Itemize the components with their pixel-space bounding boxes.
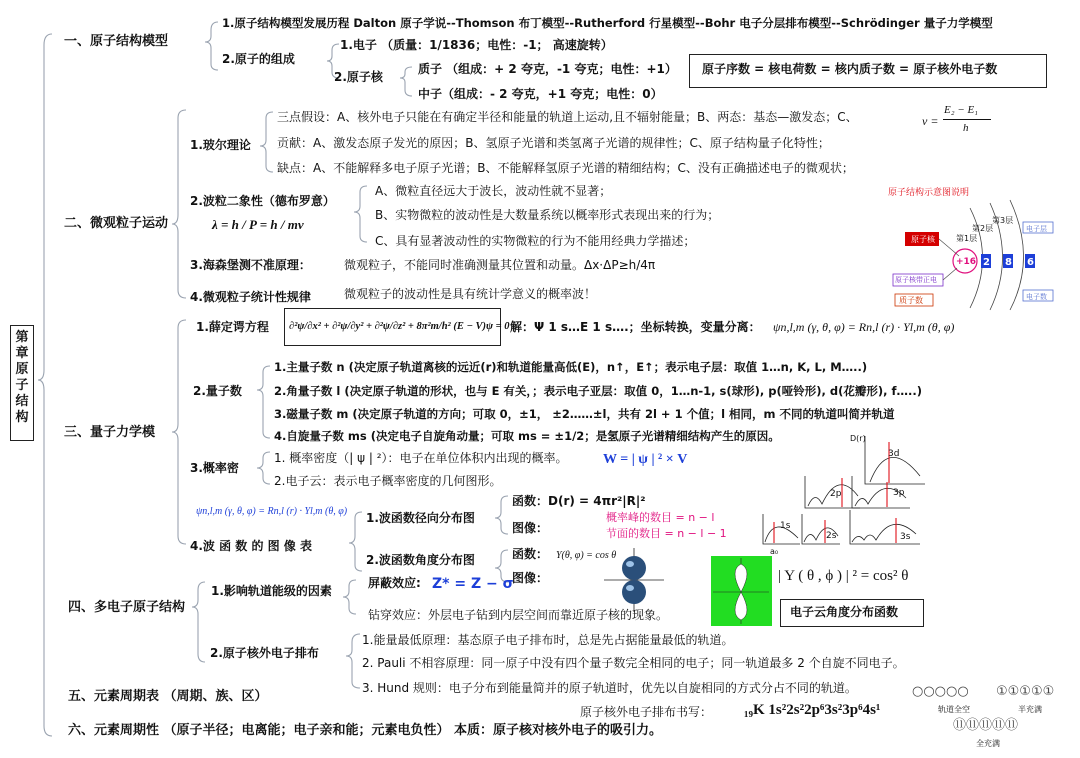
chapter-title-char: 构 bbox=[15, 410, 29, 425]
orbitals-empty: ○○○○○ bbox=[912, 684, 969, 699]
radial-image-label: 图像： bbox=[512, 521, 549, 535]
probability-density: 3.概率密 bbox=[190, 461, 239, 475]
layer-2: 第2层 bbox=[972, 224, 994, 233]
equality-text: 原子序数 = 核电荷数 = 核内质子数 = 原子核外电子数 bbox=[702, 62, 998, 76]
magnetic-qn: 3.磁量子数 m (决定原子轨道的方向；可取 0，±1， ±2……±l，共有 2l + 1 个值；l 相同，m 不同的轨道叫简并轨道 bbox=[274, 407, 895, 421]
energy-factors: 1.影响轨道能级的因素 bbox=[211, 584, 332, 598]
peaks-formula: 概率峰的数目 = n − l bbox=[606, 511, 715, 524]
wave-particle-c: C、具有显著波动性的实物微粒的行为不能用经典力学描述； bbox=[375, 234, 696, 248]
solution-text: 解：Ψ 1 s…E 1 s….；坐标转换，变量分离： bbox=[510, 320, 761, 334]
fraction-bar bbox=[943, 119, 991, 120]
shielding-effect: 屏蔽效应: bbox=[368, 576, 421, 590]
penetration-effect: 钻穿效应：外层电子钻到内层空间而靠近原子核的现象。 bbox=[368, 608, 669, 622]
layer-3: 第3层 bbox=[992, 216, 1014, 225]
cloud-box-text: 电子云角度分布函数 bbox=[790, 605, 899, 619]
radial-label-dr: D(r) bbox=[850, 434, 866, 443]
principal-qn: 1.主量子数 n (决定原子轨道离核的远近(r)和轨道能量高低(E)，n↑，E↑；表示电子层：取值 1…n, K, L, M…..) bbox=[274, 360, 868, 374]
bohr-formula-lhs: ν = bbox=[922, 114, 939, 128]
angular-distribution: 2.波函数角度分布图 bbox=[366, 553, 475, 567]
orbitals-full: ⑪⑪⑪⑪⑪ bbox=[953, 718, 1019, 733]
electron-info: 1.电子 （质量：1/1836；电性：-1； 高速旋转） bbox=[340, 38, 613, 52]
electron-config: 2.原子核外电子排布 bbox=[210, 646, 319, 660]
chapter-title-char: 原 bbox=[15, 362, 29, 377]
potassium-config: ₁₉K 1s²2s²2p⁶3s²3p⁶4s¹ bbox=[744, 702, 881, 718]
layer-1: 第1层 bbox=[956, 234, 978, 243]
bohr-contribution: 贡献：A、激发态原子发光的原因；B、氢原子光谱和类氢离子光谱的规律性；C、原子结构量子化特性； bbox=[277, 136, 830, 150]
orbitals-empty-label: 轨道全空 bbox=[938, 705, 970, 714]
bohr-formula-num: E₂ − E₁ bbox=[944, 104, 979, 116]
shell-count-3: 6 bbox=[1027, 257, 1034, 268]
radial-label-2s: 2s bbox=[826, 531, 837, 541]
section-2-title: 二、微观粒子运动 bbox=[64, 216, 169, 231]
section-6-title: 六、元素周期性 （原子半径；电离能；电子亲和能；元素电负性） 本质：原子核对核外电子的吸引力。 bbox=[68, 723, 663, 738]
proton-info: 质子 （组成：+ 2 夸克，-1 夸克；电性：+1） bbox=[418, 62, 677, 76]
radial-label-3s: 3s bbox=[900, 532, 911, 542]
chapter-title-char: 章 bbox=[15, 346, 29, 361]
notation-label: 原子核外电子排布书写： bbox=[580, 705, 713, 719]
pauli-rule: 2. Pauli 不相容原理：同一原子中没有四个量子数完全相同的电子；同一轨道最多 2 个自旋不同电子。 bbox=[362, 656, 905, 670]
radial-label-3d: 3d bbox=[888, 449, 900, 459]
schrodinger-equation: ∂²ψ/∂x² + ∂²ψ/∂y² + ∂²ψ/∂z² + 8π²m/h² (E − V)ψ = 0 bbox=[289, 321, 510, 332]
nodes-formula: 节面的数目 = n − l − 1 bbox=[606, 527, 727, 540]
separation-formula: ψn,l,m (γ, θ, φ) = Rn,l (r) · Yl,m (θ, φ) bbox=[773, 320, 955, 334]
nucleus-diagram-label: 原子核 bbox=[911, 235, 935, 244]
orbitals-full-label: 全充满 bbox=[976, 739, 1000, 748]
shell-count-2: 8 bbox=[1005, 257, 1012, 268]
nucleus-label: 2.原子核 bbox=[334, 70, 383, 84]
angular-image-label: 图像： bbox=[512, 571, 549, 585]
shielding-formula: Z* = Z − σ bbox=[432, 576, 514, 592]
angular-qn: 2.角量子数 l (决定原子轨道的形状，也与 E 有关，；表示电子亚层：取值 0，1…n-1, s(球形), p(哑铃形), d(花瓣形), f…..) bbox=[274, 384, 922, 398]
orbitals-half: ①①①①① bbox=[996, 684, 1055, 699]
probability-density-def: 1. 概率密度（| ψ | ²）：电子在单位体积内出现的概率。 bbox=[274, 451, 568, 465]
atom-composition: 2.原子的组成 bbox=[222, 52, 295, 66]
wave-particle: 2.波粒二象性（德布罗意） bbox=[190, 194, 335, 208]
heisenberg: 3.海森堡测不准原理： bbox=[190, 258, 311, 272]
bohr-formula-den: h bbox=[963, 122, 969, 134]
electron-layer-label: 电子层 bbox=[1026, 225, 1047, 233]
bohr-assumptions: 三点假设：A、核外电子只能在有确定半径和能量的轨道上运动,且不辐射能量；B、两态：基态—激发态；C、 bbox=[277, 110, 858, 124]
section-4-title: 四、多电子原子结构 bbox=[68, 600, 186, 615]
radial-distribution: 1.波函数径向分布图 bbox=[366, 511, 475, 525]
chapter-title-char: 第 bbox=[15, 330, 29, 345]
wavefunction-images: 4.波 函 数 的 图 像 表 bbox=[190, 539, 312, 553]
psi-small: ψn,l,m (γ, θ, φ) = Rn,l (r) · Yl,m (θ, φ) bbox=[196, 506, 348, 517]
hund-rule: 3. Hund 规则：电子分布到能量简并的原子轨道时，优先以自旋相同的方式分占不同的轨道。 bbox=[362, 681, 857, 695]
diagram-caption: 原子结构示意图说明 bbox=[888, 188, 970, 198]
aufbau-rule: 1.能量最低原理：基态原子电子排布时，总是先占据能量最低的轨道。 bbox=[362, 633, 734, 647]
proton-count-label: 质子数 bbox=[899, 296, 923, 305]
orbitals-half-label: 半充满 bbox=[1018, 705, 1042, 714]
dumbbell-icon bbox=[711, 556, 772, 626]
radial-label-a0: a₀ bbox=[770, 547, 779, 556]
spin-qn: 4.自旋量子数 ms (决定电子自旋角动量；可取 ms = ±1/2；是氢原子光谱精细结构产生的原因。 bbox=[274, 429, 780, 443]
heisenberg-text: 微观粒子，不能同时准确测量其位置和动量。Δx·ΔP≥h/4π bbox=[344, 258, 656, 272]
electron-cloud-def: 2.电子云：表示电子概率密度的几何图形。 bbox=[274, 474, 502, 488]
model-history: 1.原子结构模型发展历程 Dalton 原子学说--Thomson 布丁模型--Rutherford 行星模型--Bohr 电子分层排布模型--Schrödinger 量子力学模型 bbox=[222, 16, 993, 30]
schrodinger-label: 1.薛定谔方程 bbox=[196, 320, 269, 334]
wave-particle-a: A、微粒直径远大于波长，波动性就不显著； bbox=[375, 184, 612, 198]
section-3-title: 三、量子力学模 bbox=[64, 425, 156, 440]
section-5-title: 五、元素周期表 （周期、族、区） bbox=[68, 689, 268, 704]
electron-count-label: 电子数 bbox=[1026, 293, 1047, 301]
wave-particle-b: B、实物微粒的波动性是大数量系统以概率形式表现出来的行为； bbox=[375, 208, 720, 222]
quantum-numbers: 2.量子数 bbox=[193, 384, 242, 398]
nucleus-charge: +16 bbox=[956, 257, 977, 267]
cloud-angular-formula: | Y ( θ , ϕ ) | ² = cos² θ bbox=[778, 568, 909, 584]
nucleus-charge-label: 原子核带正电 bbox=[895, 276, 937, 284]
statistical-text: 微观粒子的波动性是具有统计学意义的概率波！ bbox=[344, 287, 597, 301]
radial-label-2p: 2p bbox=[830, 489, 842, 499]
shell-count-1: 2 bbox=[983, 257, 990, 268]
radial-label-1s: 1s bbox=[780, 521, 791, 531]
statistical-law: 4.微观粒子统计性规律 bbox=[190, 290, 311, 304]
probability-formula: W = | ψ | ² × V bbox=[603, 452, 688, 467]
de-broglie: λ = h / P = h / mv bbox=[212, 217, 304, 232]
chapter-title-char: 结 bbox=[15, 394, 29, 409]
section-1-title: 一、原子结构模型 bbox=[64, 34, 169, 49]
angular-function: 函数： bbox=[512, 547, 549, 561]
angular-formula: Y(θ, φ) = cos θ bbox=[556, 550, 617, 561]
bohr-theory: 1.玻尔理论 bbox=[190, 138, 251, 152]
chapter-title-char: 子 bbox=[15, 378, 29, 393]
neutron-info: 中子（组成：- 2 夸克，+1 夸克；电性：0） bbox=[418, 87, 663, 101]
bohr-flaws: 缺点：A、不能解释多电子原子光谱；B、不能解释氢原子光谱的精细结构；C、没有正确描述电子的微观状； bbox=[277, 161, 854, 175]
radial-function: 函数：D(r) = 4πr²|R|² bbox=[512, 494, 646, 508]
pz-orbital-image bbox=[604, 548, 664, 612]
radial-label-3p: 3p bbox=[893, 488, 905, 498]
